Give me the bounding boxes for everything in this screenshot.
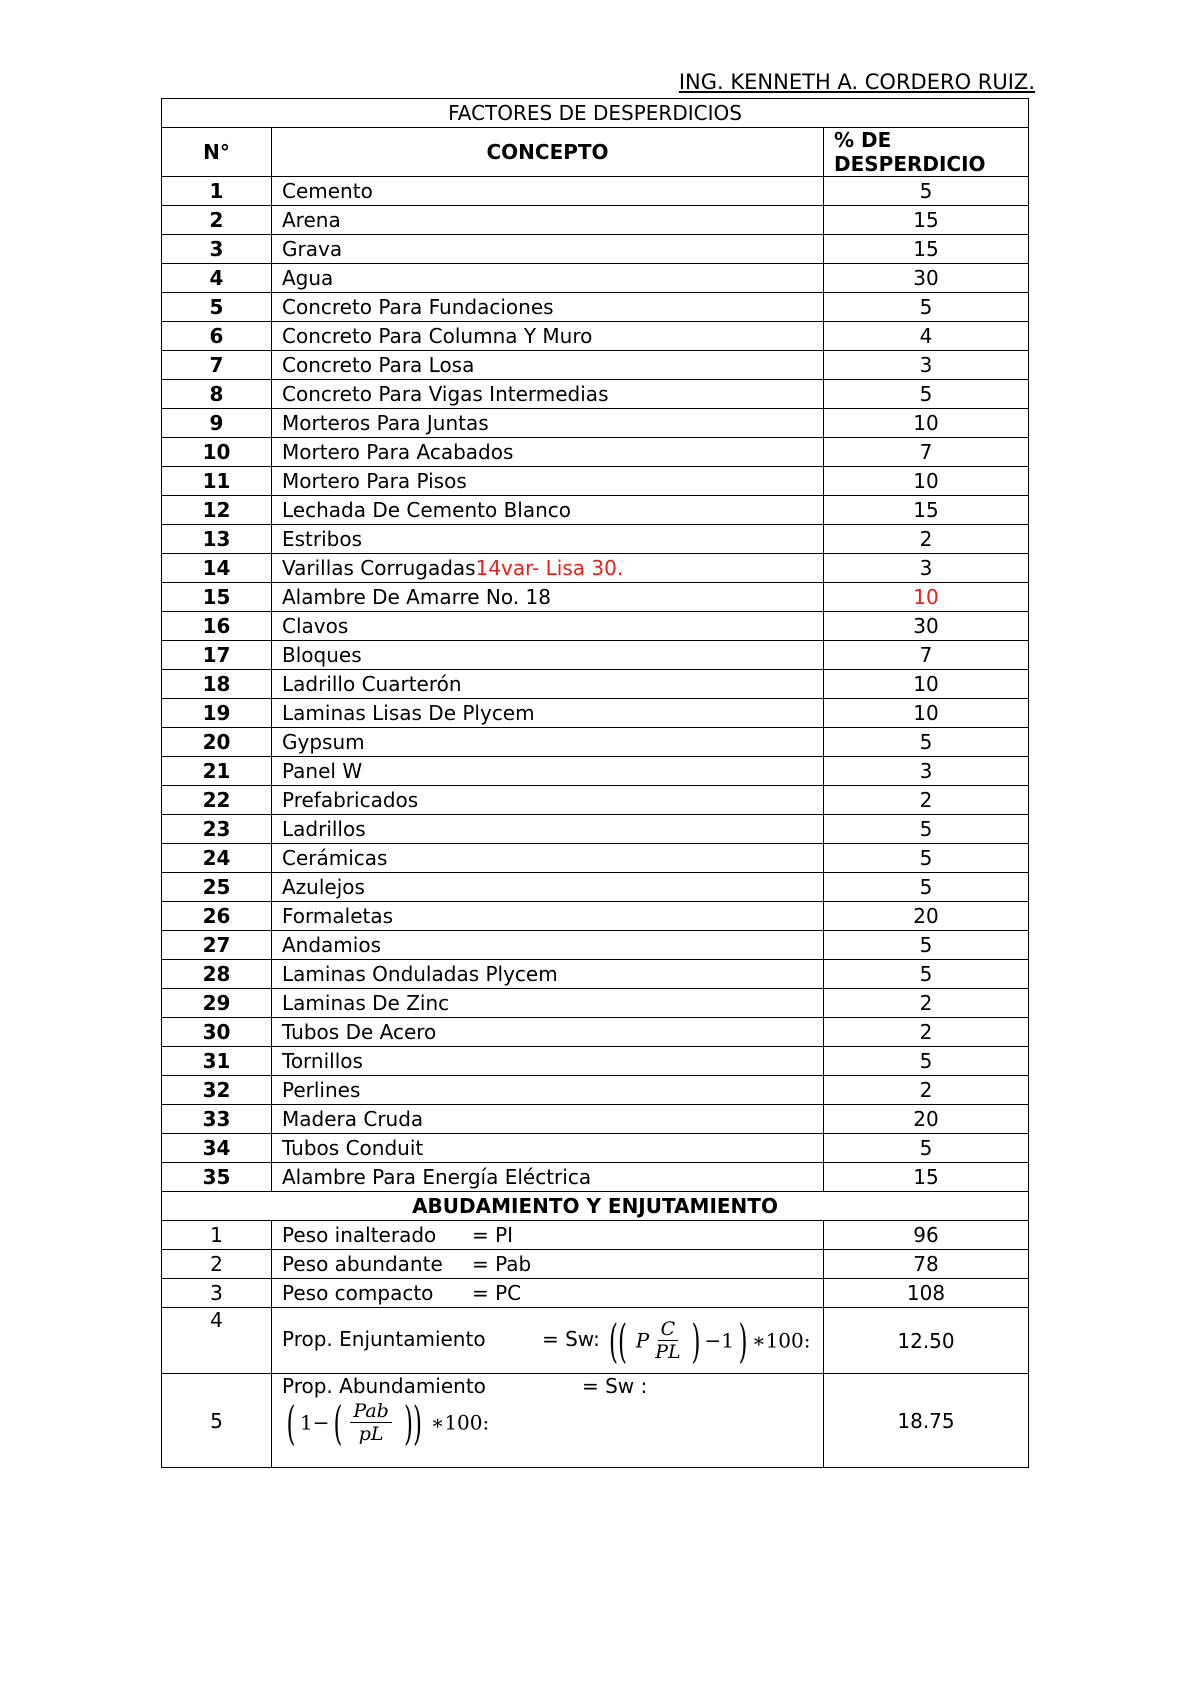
row-number: 31 — [162, 1047, 272, 1076]
row-concept — [272, 1076, 824, 1105]
row-concept — [272, 235, 824, 264]
table-row — [162, 467, 1029, 496]
concept-text: Concreto Para Fundaciones — [282, 295, 554, 319]
row-concept — [272, 1018, 824, 1047]
table-row — [162, 525, 1029, 554]
row-number: 15 — [162, 583, 272, 612]
formula-end: : — [482, 1410, 490, 1435]
row-waste-percent: 30 — [824, 612, 1029, 641]
concept-text: Concreto Para Vigas Intermedias — [282, 382, 609, 406]
concept-text: Arena — [282, 208, 341, 232]
table-row — [162, 1134, 1029, 1163]
row-waste-percent: 2 — [824, 1076, 1029, 1105]
table-row — [162, 409, 1029, 438]
row-waste-percent: 10 — [824, 409, 1029, 438]
row-concept — [272, 1163, 824, 1192]
row-number: 24 — [162, 844, 272, 873]
table-row — [162, 1163, 1029, 1192]
concept-text: Andamios — [282, 933, 382, 957]
concept-text: Ladrillos — [282, 817, 366, 841]
table-row — [162, 1105, 1029, 1134]
row-concept — [272, 583, 824, 612]
concept-text: Mortero Para Pisos — [282, 469, 467, 493]
section2-row — [162, 1250, 1029, 1279]
concept-text: Alambre Para Energía Eléctrica — [282, 1165, 592, 1189]
row-concept — [272, 264, 824, 293]
row-number: 9 — [162, 409, 272, 438]
row-number: 33 — [162, 1105, 272, 1134]
table-row — [162, 1076, 1029, 1105]
row-waste-percent: 10 — [824, 699, 1029, 728]
concept-text: Prefabricados — [282, 788, 419, 812]
row-concept — [272, 815, 824, 844]
row-concept — [272, 670, 824, 699]
row-concept — [272, 1374, 824, 1468]
row-concept — [272, 902, 824, 931]
table-row — [162, 670, 1029, 699]
table-row — [162, 293, 1029, 322]
formula-end: : — [803, 1328, 811, 1353]
row-concept — [272, 467, 824, 496]
row-waste-percent: 5 — [824, 1134, 1029, 1163]
row-concept — [272, 612, 824, 641]
row-concept — [272, 1221, 824, 1250]
formula-one: 1 — [299, 1410, 313, 1435]
row-concept — [272, 322, 824, 351]
table-row — [162, 351, 1029, 380]
row-concept — [272, 989, 824, 1018]
row-waste-percent: 5 — [824, 293, 1029, 322]
row-concept — [272, 1105, 824, 1134]
formula-swelling: ( 1−( $\frac{\text{Pab}}{pL}$ )) ∗100: — [286, 1395, 490, 1450]
row-waste-percent: 5 — [824, 815, 1029, 844]
concept-text: Mortero Para Acabados — [282, 440, 514, 464]
row-number: 18 — [162, 670, 272, 699]
property-label: Prop. Enjuntamiento — [282, 1327, 486, 1351]
formula-times: ∗100 — [430, 1410, 483, 1435]
row-waste-percent: 10 — [824, 583, 1029, 612]
concept-text: Tubos De Acero — [282, 1020, 437, 1044]
row-concept — [272, 641, 824, 670]
row-concept — [272, 873, 824, 902]
column-header-waste-percent: % DE DESPERDICIO — [824, 128, 1029, 177]
row-number: 11 — [162, 467, 272, 496]
row-number: 23 — [162, 815, 272, 844]
row-concept — [272, 728, 824, 757]
row-waste-percent: 20 — [824, 1105, 1029, 1134]
property-label: Peso compacto — [282, 1281, 434, 1305]
row-number: 2 — [162, 1250, 272, 1279]
table-row — [162, 902, 1029, 931]
row-concept — [272, 1308, 824, 1374]
row-concept — [272, 757, 824, 786]
row-number: 12 — [162, 496, 272, 525]
row-waste-percent: 10 — [824, 670, 1029, 699]
concept-text: Alambre De Amarre No. 18 — [282, 585, 551, 609]
concept-text: Cemento — [282, 179, 373, 203]
table-row — [162, 612, 1029, 641]
table-row — [162, 989, 1029, 1018]
formula-minus: − — [312, 1410, 330, 1435]
row-value: 96 — [824, 1221, 1029, 1250]
concept-text: Grava — [282, 237, 343, 261]
row-concept — [272, 1134, 824, 1163]
row-number: 32 — [162, 1076, 272, 1105]
concept-text: Concreto Para Columna Y Muro — [282, 324, 593, 348]
concept-text: Formaletas — [282, 904, 394, 928]
section2-row — [162, 1221, 1029, 1250]
formula-p: P — [635, 1328, 650, 1353]
section2-row — [162, 1308, 1029, 1374]
row-concept — [272, 960, 824, 989]
row-waste-percent: 4 — [824, 322, 1029, 351]
row-waste-percent: 5 — [824, 1047, 1029, 1076]
formula-shrinkage: (( P $\frac{C}{PL}$ ) −1) ∗100: — [608, 1313, 811, 1368]
row-number: 16 — [162, 612, 272, 641]
concept-text: Morteros Para Juntas — [282, 411, 489, 435]
table-row — [162, 438, 1029, 467]
row-waste-percent: 5 — [824, 177, 1029, 206]
fraction-denominator: PL — [655, 1341, 681, 1363]
row-concept — [272, 554, 824, 583]
row-concept — [272, 786, 824, 815]
row-waste-percent: 7 — [824, 641, 1029, 670]
row-waste-percent: 10 — [824, 467, 1029, 496]
row-number: 10 — [162, 438, 272, 467]
table-row — [162, 786, 1029, 815]
row-value: 12.50 — [824, 1308, 1029, 1374]
row-number: 34 — [162, 1134, 272, 1163]
row-concept — [272, 496, 824, 525]
row-number: 20 — [162, 728, 272, 757]
concept-text: Concreto Para Losa — [282, 353, 475, 377]
property-equation: = Sw: — [542, 1327, 600, 1351]
property-label: Peso inalterado — [282, 1223, 437, 1247]
section2-row — [162, 1279, 1029, 1308]
row-waste-percent: 15 — [824, 496, 1029, 525]
row-number: 19 — [162, 699, 272, 728]
row-concept — [272, 844, 824, 873]
table-row — [162, 206, 1029, 235]
property-equation: = Pab — [472, 1252, 532, 1276]
concept-text: Laminas De Zinc — [282, 991, 450, 1015]
table-row — [162, 1047, 1029, 1076]
table-row — [162, 177, 1029, 206]
column-header-number: N° — [162, 128, 272, 177]
formula-minus: −1 — [704, 1328, 735, 1353]
table-row — [162, 873, 1029, 902]
row-number: 4 — [162, 264, 272, 293]
row-number: 26 — [162, 902, 272, 931]
row-concept — [272, 293, 824, 322]
row-waste-percent: 15 — [824, 206, 1029, 235]
concept-text: Perlines — [282, 1078, 361, 1102]
table-row — [162, 322, 1029, 351]
table-row — [162, 380, 1029, 409]
document-author-header: ING. KENNETH A. CORDERO RUIZ. — [678, 70, 1035, 94]
row-value: 78 — [824, 1250, 1029, 1279]
row-number: 3 — [162, 235, 272, 264]
property-equation: = Sw : — [582, 1374, 648, 1398]
row-number: 3 — [162, 1279, 272, 1308]
table-row — [162, 757, 1029, 786]
row-number: 7 — [162, 351, 272, 380]
section-title: ABUDAMIENTO Y ENJUTAMIENTO — [162, 1192, 1029, 1221]
table-row — [162, 554, 1029, 583]
table-row — [162, 264, 1029, 293]
row-waste-percent: 7 — [824, 438, 1029, 467]
row-waste-percent: 5 — [824, 380, 1029, 409]
concept-text: Madera Cruda — [282, 1107, 424, 1131]
row-number: 4 — [162, 1308, 272, 1374]
table-row — [162, 1018, 1029, 1047]
row-waste-percent: 5 — [824, 931, 1029, 960]
row-concept — [272, 699, 824, 728]
concept-text: Estribos — [282, 527, 363, 551]
section2-row — [162, 1374, 1029, 1468]
row-number: 28 — [162, 960, 272, 989]
table-row — [162, 641, 1029, 670]
fraction-numerator: Pab — [350, 1400, 391, 1423]
table-row — [162, 235, 1029, 264]
table-row — [162, 960, 1029, 989]
row-number: 1 — [162, 177, 272, 206]
row-waste-percent: 15 — [824, 1163, 1029, 1192]
concept-text: Azulejos — [282, 875, 365, 899]
formula-times: ∗100 — [751, 1328, 804, 1353]
concept-text: Cerámicas — [282, 846, 388, 870]
column-header-concept: CONCEPTO — [272, 128, 824, 177]
property-label: Peso abundante — [282, 1252, 443, 1276]
row-concept — [272, 1279, 824, 1308]
row-number: 6 — [162, 322, 272, 351]
row-number: 17 — [162, 641, 272, 670]
concept-text: Tubos Conduit — [282, 1136, 424, 1160]
formula-fraction — [652, 1318, 683, 1363]
concept-text: Lechada De Cemento Blanco — [282, 498, 572, 522]
formula-fraction — [350, 1400, 391, 1445]
row-number: 8 — [162, 380, 272, 409]
row-waste-percent: 2 — [824, 1018, 1029, 1047]
property-equation: = PC — [472, 1281, 522, 1305]
concept-text: Tornillos — [282, 1049, 363, 1073]
row-waste-percent: 15 — [824, 235, 1029, 264]
table-row — [162, 844, 1029, 873]
table-row — [162, 931, 1029, 960]
concept-text: Bloques — [282, 643, 362, 667]
concept-note: 14var- Lisa 30. — [475, 556, 624, 580]
row-number: 14 — [162, 554, 272, 583]
row-concept — [272, 380, 824, 409]
row-concept — [272, 1047, 824, 1076]
concept-text: Varillas Corrugadas — [282, 556, 476, 580]
row-waste-percent: 3 — [824, 757, 1029, 786]
row-concept — [272, 206, 824, 235]
concept-text: Agua — [282, 266, 334, 290]
row-concept — [272, 409, 824, 438]
row-concept — [272, 931, 824, 960]
row-number: 27 — [162, 931, 272, 960]
table-title: FACTORES DE DESPERDICIOS — [162, 99, 1029, 128]
row-number: 29 — [162, 989, 272, 1018]
row-waste-percent: 2 — [824, 786, 1029, 815]
row-number: 2 — [162, 206, 272, 235]
row-waste-percent: 5 — [824, 844, 1029, 873]
concept-text: Panel W — [282, 759, 363, 783]
row-waste-percent: 5 — [824, 960, 1029, 989]
row-value: 18.75 — [824, 1374, 1029, 1468]
row-waste-percent: 3 — [824, 351, 1029, 380]
table-row — [162, 583, 1029, 612]
row-concept — [272, 525, 824, 554]
row-number: 30 — [162, 1018, 272, 1047]
row-waste-percent: 5 — [824, 728, 1029, 757]
fraction-denominator: pL — [358, 1423, 384, 1445]
row-waste-percent: 5 — [824, 873, 1029, 902]
table-row — [162, 496, 1029, 525]
table-row — [162, 815, 1029, 844]
concept-text: Laminas Lisas De Plycem — [282, 701, 535, 725]
concept-text: Laminas Onduladas Plycem — [282, 962, 558, 986]
row-waste-percent: 2 — [824, 525, 1029, 554]
concept-text: Gypsum — [282, 730, 365, 754]
row-number: 25 — [162, 873, 272, 902]
row-number: 22 — [162, 786, 272, 815]
concept-text: Clavos — [282, 614, 349, 638]
row-waste-percent: 20 — [824, 902, 1029, 931]
row-concept — [272, 177, 824, 206]
row-number: 21 — [162, 757, 272, 786]
waste-factors-table — [161, 98, 1029, 1468]
row-concept — [272, 438, 824, 467]
row-value: 108 — [824, 1279, 1029, 1308]
table-row — [162, 728, 1029, 757]
row-number: 5 — [162, 293, 272, 322]
row-concept — [272, 351, 824, 380]
row-waste-percent: 3 — [824, 554, 1029, 583]
row-concept — [272, 1250, 824, 1279]
row-number: 35 — [162, 1163, 272, 1192]
row-waste-percent: 30 — [824, 264, 1029, 293]
table-row — [162, 699, 1029, 728]
section-title-row — [162, 1192, 1029, 1221]
row-number: 1 — [162, 1221, 272, 1250]
row-waste-percent: 2 — [824, 989, 1029, 1018]
property-equation: = PI — [472, 1223, 514, 1247]
property-label: Prop. Abundamiento — [282, 1374, 486, 1398]
fraction-numerator: C — [658, 1318, 679, 1341]
row-number: 5 — [162, 1374, 272, 1468]
concept-text: Ladrillo Cuarterón — [282, 672, 462, 696]
row-number: 13 — [162, 525, 272, 554]
